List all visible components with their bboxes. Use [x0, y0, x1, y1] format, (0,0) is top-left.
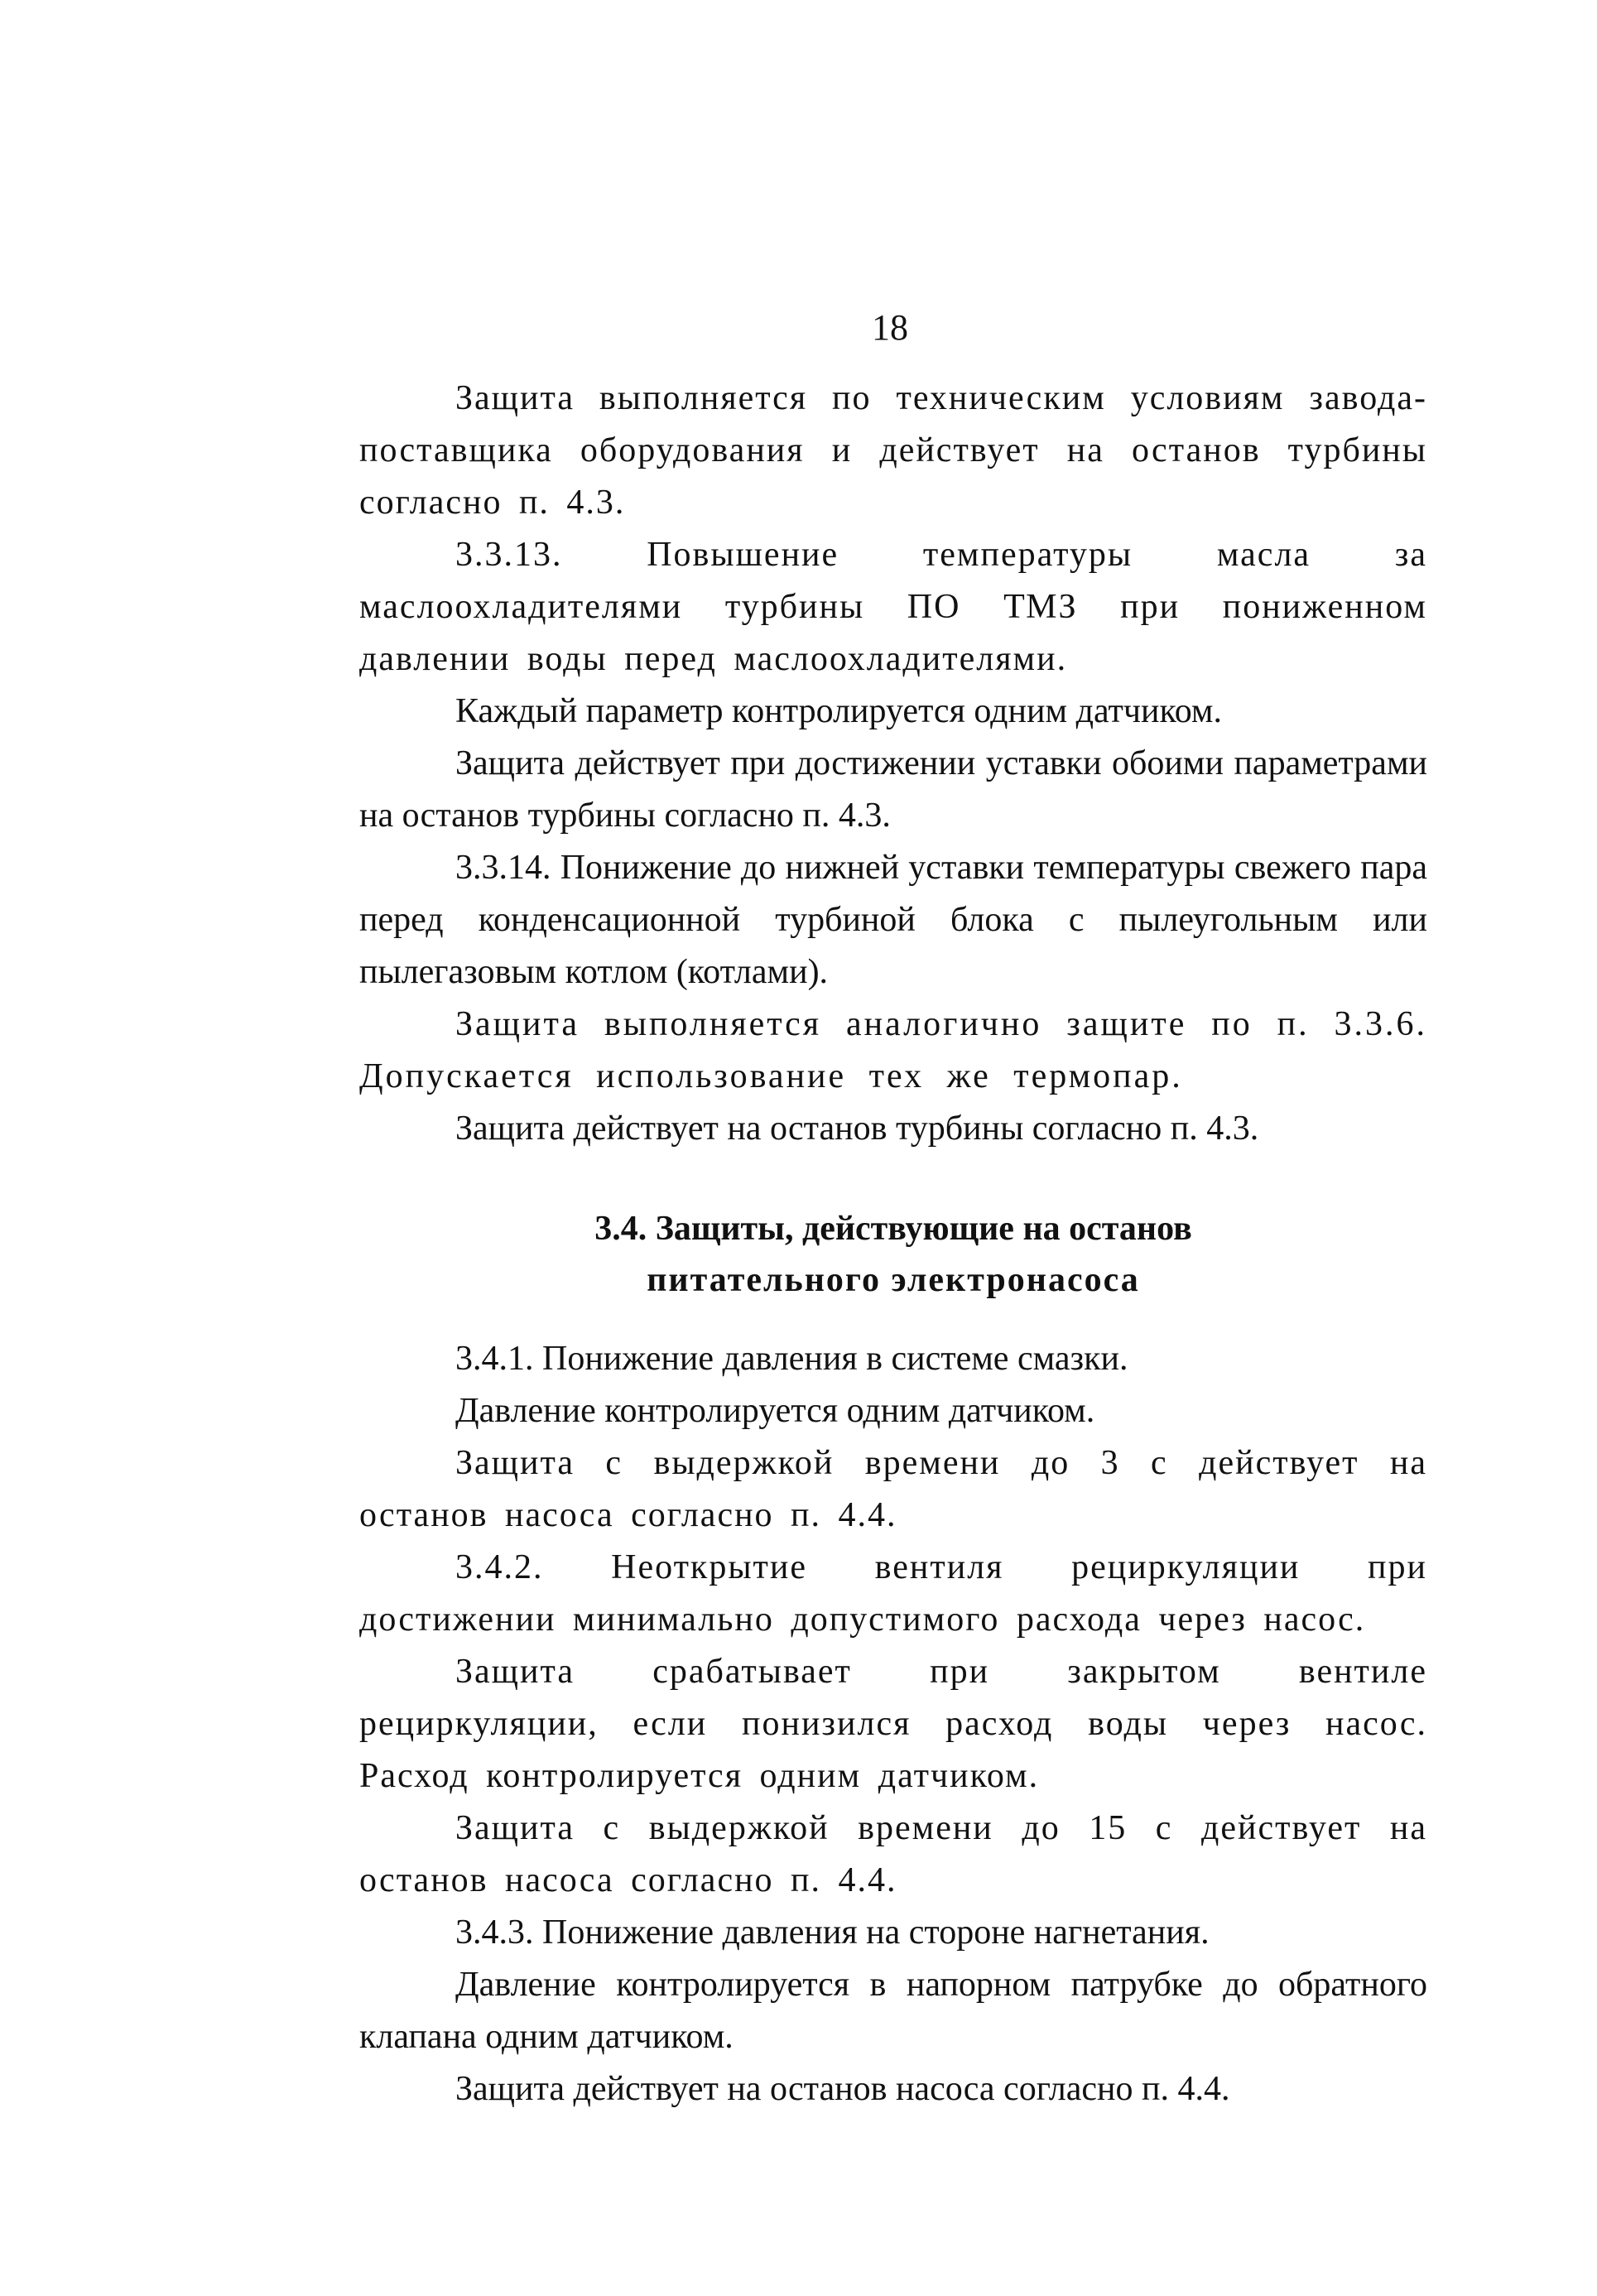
- paragraph-3-4-2-recirculation-valve: 3.4.2. Неоткрытие вентиля рециркуляции при достижении минимально допустимого расхода через насос.: [359, 1548, 1427, 1639]
- paragraph-protection-delay-15s: Защита с выдержкой времени до 15 с действует на останов насоса согласно п. 4.4.: [359, 1809, 1427, 1899]
- section-heading-3-4: [359, 1203, 1427, 1306]
- paragraph-3-4-3-discharge-pressure: 3.4.3. Понижение давления на стороне нагнетания.: [455, 1913, 1210, 1952]
- page-body: [359, 373, 1427, 2115]
- paragraph-3-3-14-steam-temperature: 3.3.14. Понижение до нижней уставки температуры свежего пара перед конденсационной турбиной блока с пылеугольным или пылегазовым котлом (котлами).: [359, 849, 1427, 991]
- paragraph-protection-analogous-3-3-6: Защита выполняется аналогично защите по п. 3.3.6. Допускается использование тех же термопар.: [359, 1005, 1427, 1095]
- paragraph-protection-both-parameters: Защита действует при достижении уставки обоими параметрами на останов турбины согласно п. 4.3.: [359, 744, 1427, 835]
- paragraph-protection-delay-3s: Защита с выдержкой времени до 3 с действует на останов насоса согласно п. 4.4.: [359, 1444, 1427, 1534]
- paragraph-pressure-single-sensor: Давление контролируется одним датчиком.: [455, 1392, 1095, 1430]
- paragraph-single-sensor-parameter: Каждый параметр контролируется одним датчиком.: [455, 692, 1223, 730]
- section-heading-line-2: питательного электронасоса: [647, 1261, 1140, 1299]
- page-number: 18: [872, 307, 908, 348]
- paragraph-pressure-discharge-nozzle: Давление контролируется в напорном патрубке до обратного клапана одним датчиком.: [359, 1966, 1427, 2056]
- paragraph-protection-pump-stop: Защита действует на останов насоса согласно п. 4.4.: [455, 2070, 1230, 2108]
- paragraph-3-4-1-lubrication-pressure: 3.4.1. Понижение давления в системе смазки.: [455, 1340, 1128, 1378]
- paragraph-protection-supplier-conditions: Защита выполняется по техническим условиям завода-поставщика оборудования и действует на останов турбины согласно п. 4.3.: [359, 379, 1427, 522]
- paragraph-protection-turbine-stop: Защита действует на останов турбины согласно п. 4.3.: [455, 1109, 1259, 1148]
- paragraph-protection-recirculation-closed: Защита срабатывает при закрытом вентиле рециркуляции, если понизился расход воды через насос. Расход контролируется одним датчиком.: [359, 1653, 1427, 1795]
- paragraph-3-3-13-oil-temperature: 3.3.13. Повышение температуры масла за маслоохладителями турбины ПО ТМЗ при пониженном давлении воды перед маслоохладителями.: [359, 536, 1427, 678]
- section-heading-line-1: 3.4. Защиты, действующие на останов: [594, 1210, 1192, 1248]
